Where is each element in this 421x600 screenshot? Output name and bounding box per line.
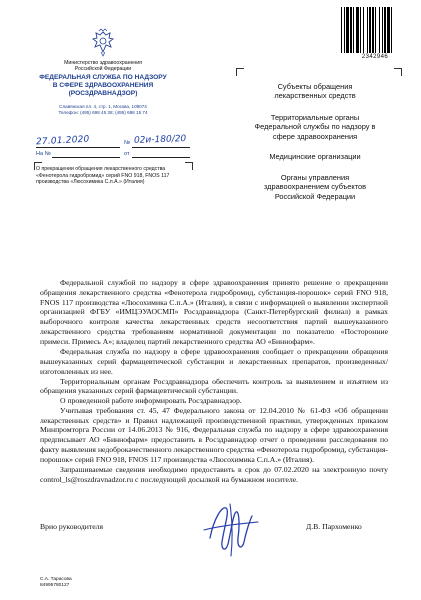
number-underline <box>132 147 190 148</box>
signatory-position: Врио руководителя <box>40 522 103 531</box>
addressee-4 <box>240 173 390 201</box>
letter-subject: О прекращении обращения лекарственного средства «Фенотерола гидробромид» серий FNO 918, FNOS 117 производства «Люсохимика С.п.А.» (Италия) <box>36 166 170 185</box>
service-name-line1: ФЕДЕРАЛЬНАЯ СЛУЖБА ПО НАДЗОРУ <box>39 74 167 81</box>
addressee-2-line2: Федеральной службы по надзору в <box>254 122 376 132</box>
service-name-line2: В СФЕРЕ ЗДРАВООХРАНЕНИЯ <box>52 82 154 89</box>
addressee-1-line2: лекарственных средств <box>274 91 356 101</box>
body-paragraph-decision: Федеральной службой по надзору в сфере здравоохранения принято решение о прекращении обращения лекарственного средства «Фенотерола гидробромид, субстанция-порошок» серий FNO 918, FNOS 117 производства «Люсохимика С.п.А.» (Италия), в связи с информацией о выявлении экспертной организацией ФГБУ «ИМЦЭУАОСМП» Росздравнадзора (Санкт-Петербургский филиал) в рамках выборочного контроля качества лекарственных средств несоответствия партий вышеуказанного лекарственного средства требованиям нормативной документации по показателю «Посторонние примеси. Примесь А»; владелец партий лекарственного средства АО «Биннофарм». <box>40 278 388 346</box>
body-paragraph-notice: Федеральная служба по надзору в сфере здравоохранения сообщает о прекращении обращения вышеуказанных серий фармацевтической субстанции и лекарственных препаратов, произведенных/изготовленных из нее. <box>40 347 388 376</box>
barcode-image <box>340 7 410 53</box>
handwritten-date: 27.01.2020 <box>35 134 90 148</box>
body-paragraph-requirements: Учитывая требования ст. 45, 47 Федерального закона от 12.04.2010 № 61-ФЗ «Об обращении лекарственных средств» и Правил надлежащей производственной практики, утвержденных приказом Минпромторга России от 14.06.2013 № 916, Федеральная служба по надзору в сфере здравоохранения предписывает АО «Биннофарм» предоставить в Росздравнадзор отчет о проведении расследования по факту выявления недоброкачественного лекарственного средства «Фенотерола гидробромид, субстанция-порошок» серий FNO 918, FNOS 117 производства «Люсохимика С.п.А.» (Италия). <box>40 405 388 464</box>
date-underline <box>36 147 120 148</box>
executor-name: С.А. Тарасова <box>40 577 72 582</box>
number-sign: № <box>124 140 131 146</box>
phone-line: Телефон: (495) 698 45 38; (495) 698 15 74 <box>58 110 148 115</box>
executor-info <box>40 577 72 589</box>
addressee-2 <box>240 113 390 141</box>
ministry-name-line1: Министерство здравоохранения <box>64 60 142 66</box>
executor-phone: 84995780127 <box>40 583 70 588</box>
body-paragraph-deadline: Запрашиваемые сведения необходимо предоставить в срок до 07.02.2020 на электронную почту control_ls@roszdravnadzor.ru с последующей досылкой на бумажном носителе. <box>40 465 388 484</box>
addressee-1-line1: Субъекты обращения <box>277 82 353 91</box>
reference-date-underline <box>132 157 190 158</box>
body-paragraph-report: О проведенной работе информировать Росздравнадзор. <box>60 396 242 405</box>
addressee-4-line3: Российской Федерации <box>274 191 356 201</box>
coat-of-arms-emblem <box>88 28 118 58</box>
address-line: Славянская пл. 4, стр. 1, Москва, 109074 <box>59 104 147 109</box>
body-paragraph-territorial: Территориальным органам Росздравнадзора обеспечить контроль за выявлением и изъятием из обращения указанных серий фармацевтической субстанции. <box>40 376 388 396</box>
service-name-line3: (РОСЗДРАВНАДЗОР) <box>68 90 138 97</box>
addressee-2-line1: Территориальные органы <box>270 113 360 122</box>
handwritten-registration-number: 02и-180/20 <box>133 134 187 146</box>
handwritten-signature <box>200 498 264 558</box>
reference-number-label: На № <box>36 151 51 157</box>
addressee-corner-right <box>394 68 402 76</box>
signatory-name: Д.В. Пархоменко <box>306 522 362 531</box>
reference-date-label: от <box>124 151 130 157</box>
subject-corner-right <box>185 162 193 170</box>
addressee-1 <box>240 82 390 101</box>
addressee-4-line2: здравоохранением субъектов <box>263 182 367 192</box>
letter-body <box>40 278 388 485</box>
barcode-number: 2342946 <box>361 54 389 60</box>
ministry-name-line2: Российской Федерации <box>74 66 132 72</box>
addressee-3 <box>240 152 390 161</box>
reference-number-underline <box>52 157 120 158</box>
addressee-2-line3: сфере здравоохранения <box>272 131 358 141</box>
addressee-corner-left <box>236 68 244 76</box>
addressee-4-line1: Органы управления <box>280 173 350 182</box>
addressee-3-line1: Медицинские организации <box>269 152 361 161</box>
